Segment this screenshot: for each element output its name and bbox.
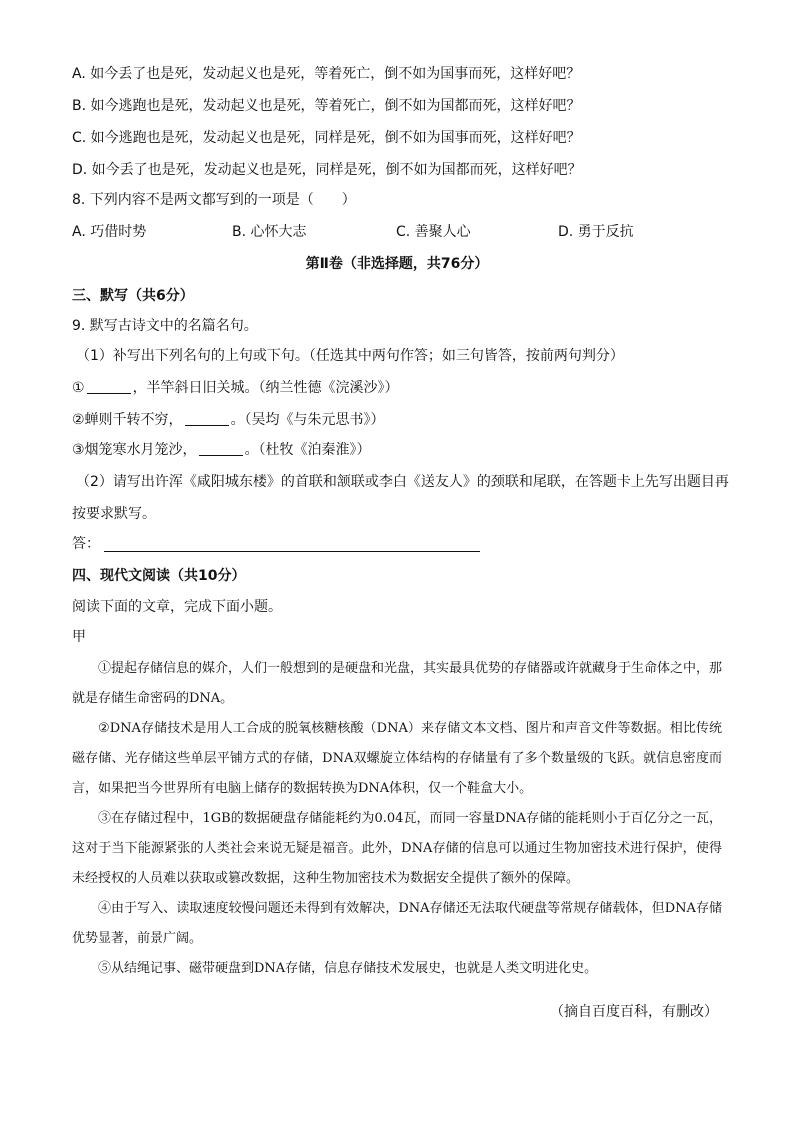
q7-option-c: C. 如今逃跑也是死，发动起义也是死，同样是死，倒不如为国事而死，这样好吧？: [72, 130, 581, 146]
q7-option-a: A. 如今丢了也是死，发动起义也是死，等着死亡，倒不如为国事而死，这样好吧？: [72, 66, 581, 82]
part2-title: 第Ⅱ卷（非选择题，共76分）: [305, 256, 489, 272]
q9-item-2-post: 。（吴均《与朱元思书》）: [230, 412, 385, 428]
q9-item-3-post: 。（杜牧《泊秦淮》）: [244, 442, 371, 458]
fill-blank-2[interactable]: [185, 411, 229, 426]
passage-paragraph-4: ④由于写入、读取速度较慢问题还未得到有效解决，DNA存储还无法取代硬盘等常规存储载体，但DNA存储优势显著，前景广阔。: [72, 901, 722, 946]
answer-label: 答：: [72, 536, 100, 552]
q8-option-b: B. 心怀大志: [232, 224, 307, 240]
q9-sub2-line1: （2）请写出许浑《咸阳城东楼》的首联和颔联或李白《送友人》的颈联和尾联，在答题卡上先写出题目再: [76, 474, 729, 490]
passage-body: [72, 654, 722, 984]
fill-blank-1[interactable]: [87, 379, 131, 394]
passage-paragraph-5: ⑤从结绳记事、磁带硬盘到DNA存储，信息存储技术发展史，也就是人类文明进化史。: [98, 961, 598, 976]
q9-sub2-line2: 按要求默写。: [72, 506, 156, 522]
passage-paragraph-2: ②DNA存储技术是用人工合成的脱氧核糖核酸（DNA）来存储文本文档、图片和声音文件等数据。相比传统磁存储、光存储这些单层平铺方式的存储，DNA双螺旋立体结构的存储量有了多个数量级的飞跃。就信息密度而言，如果把当今世界所有电脑上储存的数据转换为DNA体积，仅一个鞋盒大小。: [72, 721, 722, 796]
section3-heading: 三、默写（共6分）: [72, 288, 194, 304]
q8-option-a: A. 巧借时势: [72, 224, 147, 240]
passage-paragraph-1: ①提起存储信息的媒介，人们一般想到的是硬盘和光盘，其实最具优势的存储器或许就藏身于生命体之中，那就是存储生命密码的DNA。: [72, 661, 723, 706]
answer-line[interactable]: [104, 535, 480, 552]
q9-sub1: （1）补写出下列名句的上句或下句。（任选其中两句作答；如三句皆答，按前两句判分）: [76, 348, 624, 364]
q9-item-2-pre: ②蝉则千转不穷，: [72, 412, 183, 428]
passage-paragraph-3: ③在存储过程中，1GB的数据硬盘存储能耗约为0.04瓦，而同一容量DNA存储的能耗则小于百亿分之一瓦，这对于当下能源紧张的人类社会来说无疑是福音。此外，DNA存储的信息可以通过生物加密技术进行保护，使得未经授权的人员难以获取或篡改数据，这种生物加密技术为数据安全提供了额外的保障。: [72, 811, 722, 886]
q9-item-3: [72, 435, 371, 466]
q9-item-1-post: ，半竿斜日旧关城。（纳兰性德《浣溪沙》）: [132, 380, 399, 396]
q8-stem: 8. 下列内容不是两文都写到的一项是（ ）: [72, 192, 356, 208]
passage-label: 甲: [72, 629, 86, 645]
q8-options: [0, 217, 794, 248]
q9-stem: 9. 默写古诗文中的名篇名句。: [72, 318, 258, 334]
q8-option-c: C. 善聚人心: [396, 224, 471, 240]
q7-option-b: B. 如今逃跑也是死，发动起义也是死，等着死亡，倒不如为国都而死，这样好吧？: [72, 98, 581, 114]
q7-option-d: D. 如今丢了也是死，发动起义也是死，同样是死，倒不如为国都而死，这样好吧？: [72, 162, 582, 178]
passage-source: （摘自百度百科，有删改）: [550, 1004, 718, 1020]
answer-row: [72, 529, 480, 560]
q9-item-3-pre: ③烟笼寒水月笼沙，: [72, 442, 197, 458]
fill-blank-3[interactable]: [199, 441, 243, 456]
section4-heading: 四、现代文阅读（共10分）: [72, 568, 246, 584]
q9-item-2: [72, 405, 385, 436]
section4-intro: 阅读下面的文章，完成下面小题。: [72, 599, 282, 615]
q9-item-1: [72, 373, 399, 404]
q8-option-d: D. 勇于反抗: [558, 224, 634, 240]
q9-item-1-pre: ①: [72, 380, 85, 396]
